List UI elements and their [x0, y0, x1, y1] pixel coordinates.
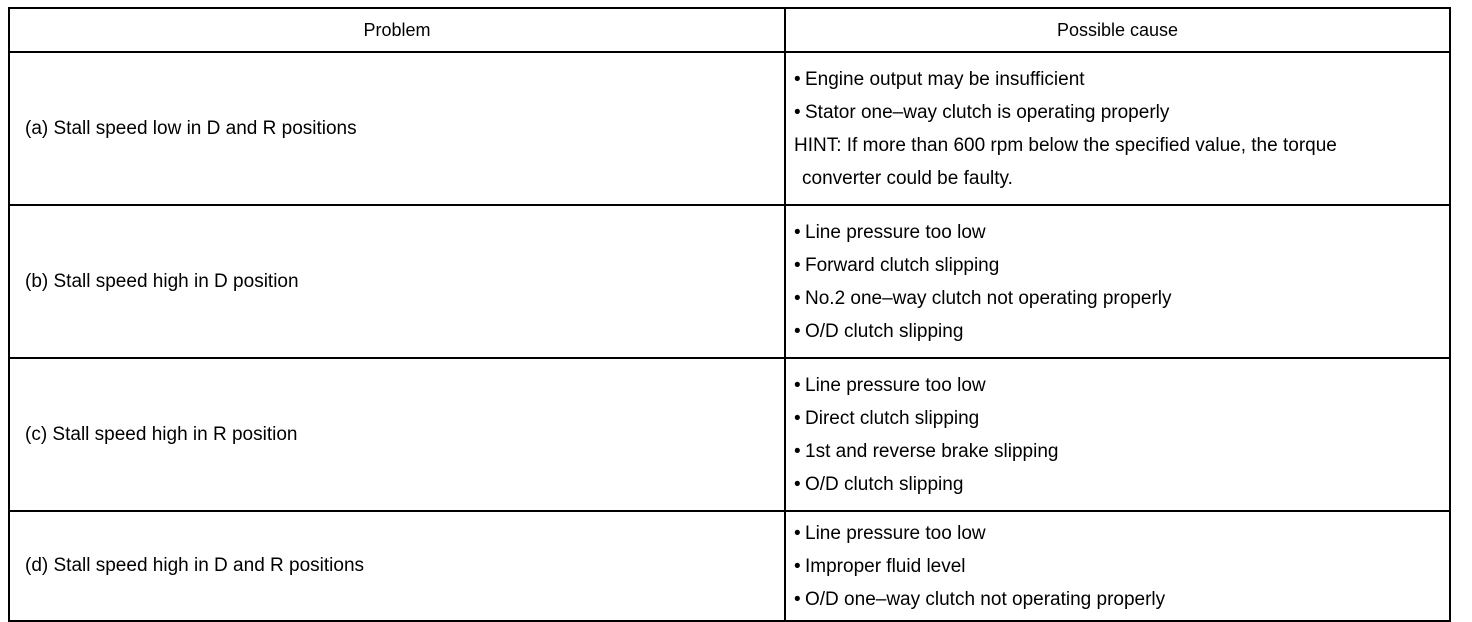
bullet-icon: • [794, 375, 801, 396]
cause-item [794, 583, 1449, 616]
cause-item [794, 369, 1449, 402]
cause-text: Forward clutch slipping [805, 255, 1000, 276]
table-row [9, 511, 1450, 621]
cause-text: Direct clutch slipping [805, 408, 980, 429]
cause-text: Line pressure too low [805, 375, 986, 396]
bullet-icon: • [794, 408, 801, 429]
bullet-icon: • [794, 589, 801, 610]
bullet-icon: • [794, 321, 801, 342]
cause-text: No.2 one–way clutch not operating properly [805, 288, 1172, 309]
bullet-icon: • [794, 288, 801, 309]
problem-cell: (c) Stall speed high in R position [9, 358, 785, 511]
cause-item [794, 63, 1449, 96]
cause-item [794, 96, 1449, 129]
cause-item [794, 402, 1449, 435]
cause-text: O/D clutch slipping [805, 321, 964, 342]
table-row [9, 358, 1450, 511]
table-row [9, 52, 1450, 205]
cause-text: O/D clutch slipping [805, 474, 964, 495]
problem-cell: (b) Stall speed high in D position [9, 205, 785, 358]
bullet-icon: • [794, 556, 801, 577]
hint-text-continued: converter could be faulty. [802, 168, 1013, 189]
hint-text: HINT: If more than 600 rpm below the specified value, the torque [794, 135, 1337, 156]
cause-item [794, 315, 1449, 348]
cause-text: O/D one–way clutch not operating properly [805, 589, 1166, 610]
bullet-icon: • [794, 441, 801, 462]
stall-test-table [8, 7, 1451, 622]
cause-item [794, 550, 1449, 583]
cause-item [794, 435, 1449, 468]
cause-cell [785, 205, 1450, 358]
cause-cell [785, 358, 1450, 511]
table-row [9, 205, 1450, 358]
header-problem: Problem [9, 8, 785, 52]
cause-text: Line pressure too low [805, 523, 986, 544]
cause-text: Line pressure too low [805, 222, 986, 243]
bullet-icon: • [794, 102, 801, 123]
cause-item [794, 517, 1449, 550]
header-row [9, 8, 1450, 52]
problem-cell: (d) Stall speed high in D and R positions [9, 511, 785, 621]
cause-text: Improper fluid level [805, 556, 966, 577]
cause-item [794, 468, 1449, 501]
cause-item [794, 216, 1449, 249]
cause-text: Stator one–way clutch is operating properly [805, 102, 1170, 123]
cause-text: 1st and reverse brake slipping [805, 441, 1059, 462]
cause-item [794, 249, 1449, 282]
bullet-icon: • [794, 523, 801, 544]
problem-cell: (a) Stall speed low in D and R positions [9, 52, 785, 205]
bullet-icon: • [794, 255, 801, 276]
bullet-icon: • [794, 474, 801, 495]
cause-cell [785, 511, 1450, 621]
cause-item [794, 282, 1449, 315]
bullet-icon: • [794, 69, 801, 90]
header-possible-cause: Possible cause [785, 8, 1450, 52]
cause-cell [785, 52, 1450, 205]
cause-text: Engine output may be insufficient [805, 69, 1085, 90]
bullet-icon: • [794, 222, 801, 243]
